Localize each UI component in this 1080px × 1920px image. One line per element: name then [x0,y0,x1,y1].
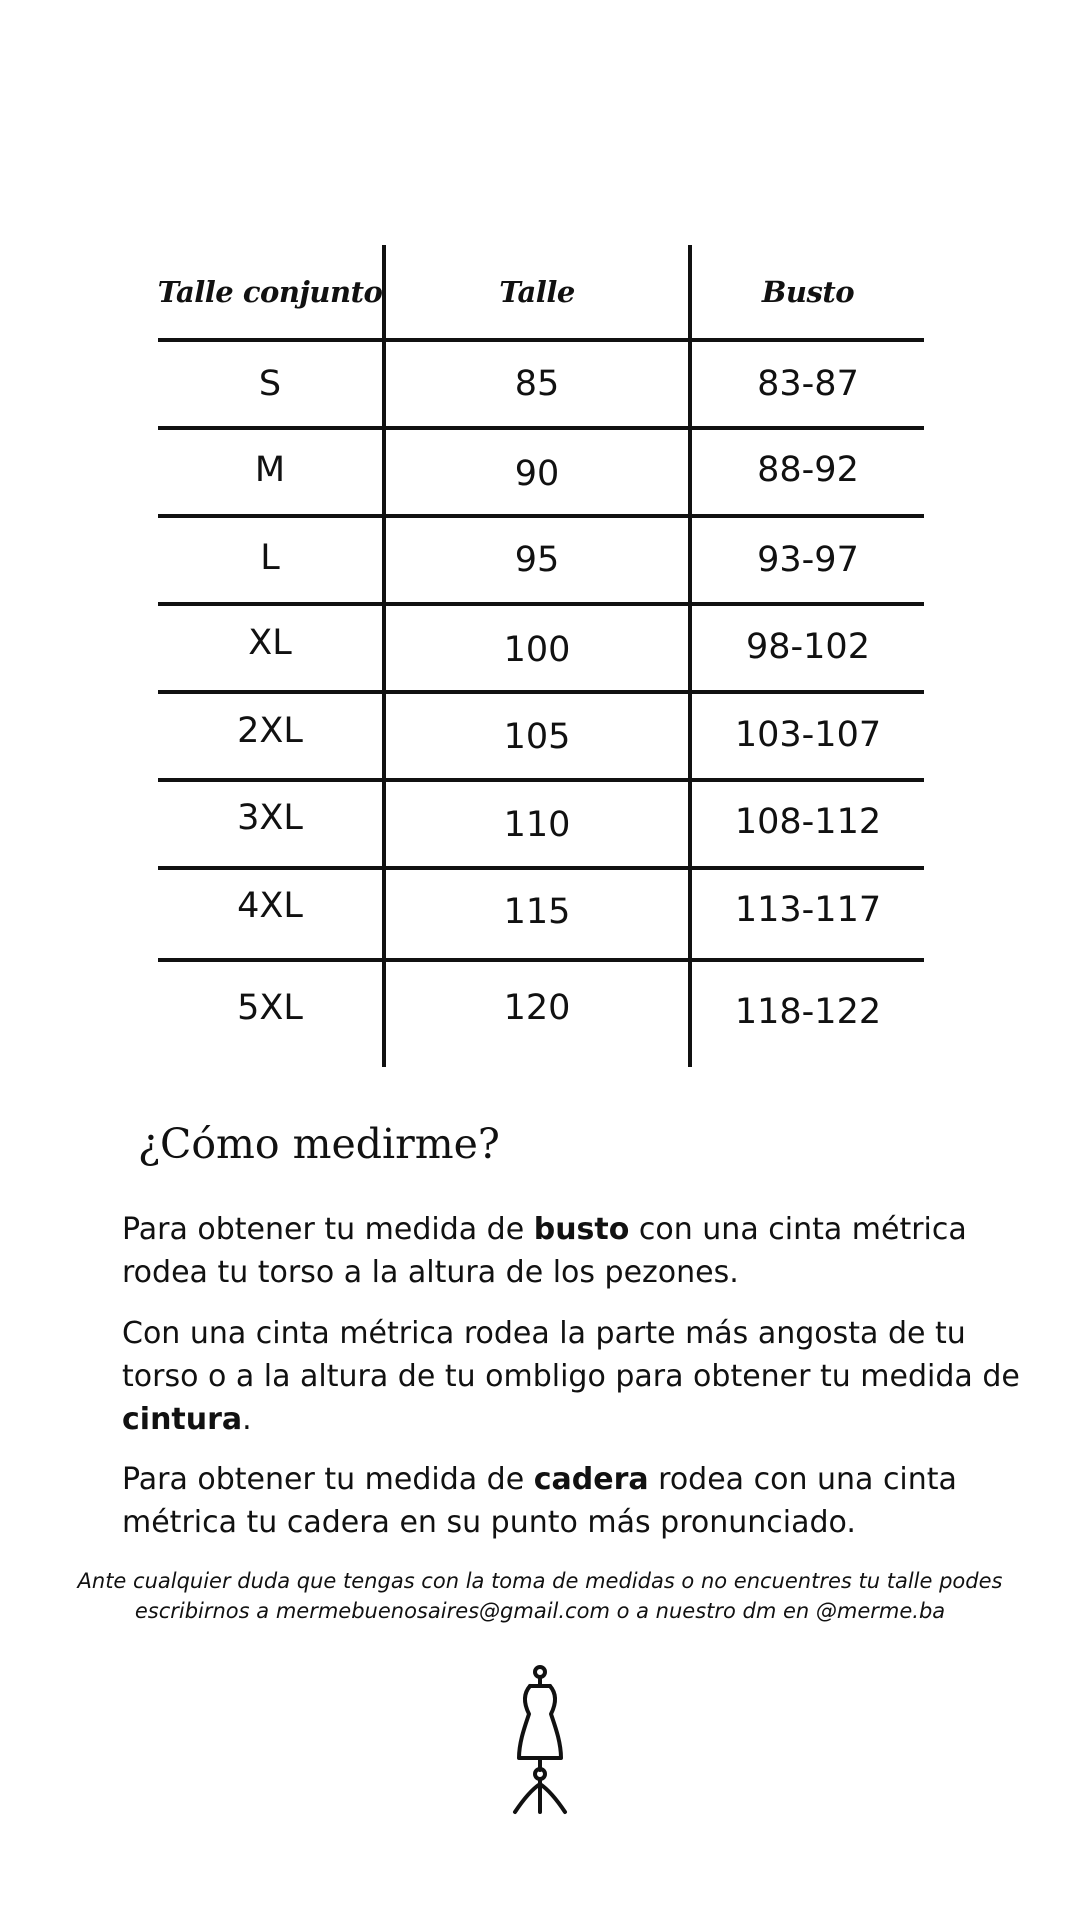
table-cell-talle-conjunto: 5XL [237,988,303,1028]
bust-instructions: Para obtener tu medida de busto con una cinta métrica rodea tu torso a la altura de los pezones. [122,1212,967,1290]
table-cell-busto: 83-87 [757,364,859,404]
table-cell-talle-conjunto: S [258,364,282,404]
table-cell-talle-conjunto: XL [248,623,292,663]
table-cell-talle-conjunto: 2XL [237,711,303,751]
table-cell-busto: 98-102 [746,627,870,667]
waist-keyword: cintura [122,1402,243,1437]
table-cell-talle: 95 [514,540,560,580]
table-header-busto: Busto [761,274,855,309]
table-cell-busto: 103-107 [734,715,882,755]
table-cell-busto: 88-92 [757,450,859,490]
table-cell-talle-conjunto: M [254,450,286,490]
table-cell-talle-conjunto: 4XL [237,886,303,926]
table-cell-busto: 93-97 [757,540,859,580]
table-cell-talle: 110 [503,805,571,845]
table-cell-talle-conjunto: L [260,538,280,578]
table-cell-talle: 85 [514,364,560,404]
table-cell-talle: 100 [503,630,571,670]
table-cell-busto: 118-122 [734,992,882,1032]
contact-note-line-2: escribirnos a mermebuenosaires@gmail.com o a nuestro dm en @merme.ba [134,1599,946,1623]
table-cell-talle: 105 [503,717,571,757]
dress-form-icon [509,1664,571,1816]
contact-note-line-1: Ante cualquier duda que tengas con la toma de medidas o no encuentres tu talle podes [77,1569,1003,1593]
size-table [158,245,924,1067]
table-cell-talle: 115 [503,892,571,932]
hip-instructions: Para obtener tu medida de cadera rodea con una cinta métrica tu cadera en su punto más pronunciado. [122,1462,957,1540]
hip-keyword: cadera [533,1462,649,1497]
how-to-measure-title: ¿Cómo medirme? [138,1120,500,1168]
contact-note [60,1566,1020,1626]
table-cell-busto: 113-117 [734,890,882,930]
table-cell-talle: 90 [514,454,560,494]
table-cell-busto: 108-112 [734,802,882,842]
table-cell-talle-conjunto: 3XL [237,798,303,838]
bust-keyword: busto [533,1212,630,1247]
table-header-talle-conjunto: Talle conjunto [157,274,383,309]
table-cell-talle: 120 [503,988,571,1028]
waist-instructions: Con una cinta métrica rodea la parte más angosta de tu torso o a la altura de tu ombligo para obtener tu medida de cintura. [122,1316,1020,1437]
table-header-talle: Talle [499,274,575,309]
